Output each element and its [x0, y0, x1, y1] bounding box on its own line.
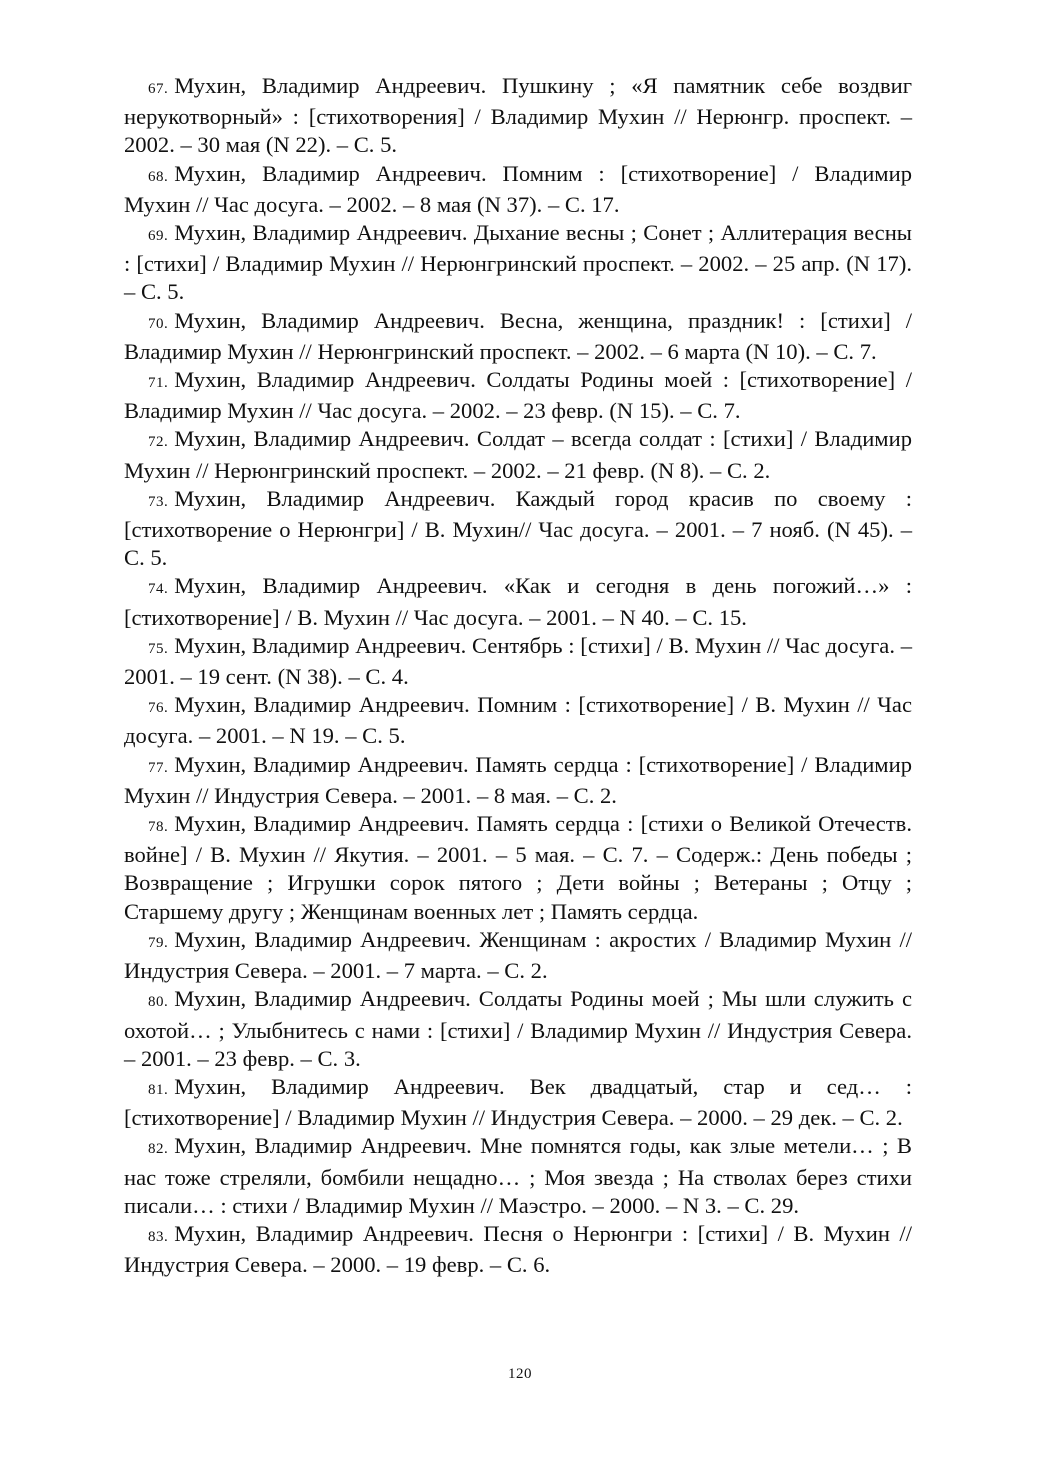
- entry-text: Мухин, Владимир Андреевич. Память сердца : [стихотворение] / Владимир Мухин // Индустрия Севера. – 2001. – 8 мая. – С. 2.: [124, 751, 912, 808]
- entry-number: 76.: [148, 700, 169, 717]
- bibliography-entry-76: [124, 691, 912, 750]
- entry-number: 70.: [148, 315, 169, 332]
- entry-text: Мухин, Владимир Андреевич. Солдаты Родины моей ; Мы шли служить с охотой… ; Улыбнитесь с нами : [стихи] / Владимир Мухин // Индустрия Севера. – 2001. – 23 февр. – С. 3.: [124, 986, 912, 1071]
- entry-number: 67.: [148, 81, 169, 97]
- entry-text: Мухин, Владимир Андреевич. Пушкину ; «Я памятник себе воздвиг нерукотворный» : [стихотворения] / Владимир Мухин // Нерюнгр. проспект. – 2002. – 30 мая (N 22). – С. 5.: [124, 73, 912, 158]
- bibliography-entry-78: [124, 810, 912, 926]
- entry-text: Мухин, Владимир Андреевич. Солдат – всегда солдат : [стихи] / Владимир Мухин // Нерюнгринский проспект. – 2002. – 21 февр. (N 8). – С. 2.: [124, 426, 912, 483]
- entry-number: 69.: [148, 228, 169, 245]
- entry-text: Мухин, Владимир Андреевич. Помним : [стихотворение] / В. Мухин // Час досуга. – 2001. – N 19. – С. 5.: [124, 692, 912, 749]
- entry-number: 71.: [148, 375, 169, 392]
- entry-text: Мухин, Владимир Андреевич. «Как и сегодня в день погожий…» : [стихотворение] / В. Мухин // Час досуга. – 2001. – N 40. – С. 15.: [124, 573, 912, 630]
- bibliography-entry-74: [124, 572, 912, 631]
- entry-text: Мухин, Владимир Андреевич. Сентябрь : [стихи] / В. Мухин // Час досуга. – 2001. – 19 сент. (N 38). – С. 4.: [124, 632, 912, 690]
- bibliography-entry-82: [124, 1132, 912, 1220]
- entry-number: 83.: [148, 1228, 169, 1245]
- bibliography-entry-77: [124, 751, 912, 810]
- entry-text: Мухин, Владимир Андреевич. Весна, женщина, праздник! : [стихи] / Владимир Мухин // Нерюнгринский проспект. – 2002. – 6 марта (N 10). – С. 7.: [124, 307, 912, 364]
- entry-number: 77.: [148, 759, 169, 776]
- page-number: 120: [508, 1366, 532, 1382]
- bibliography-entry-67: [124, 72, 912, 160]
- entry-text: Мухин, Владимир Андреевич. Память сердца : [стихи о Великой Отечеств. войне] / В. Мухин // Якутия. – 2001. – 5 мая. – С. 7. – Содерж.: День победы ; Возвращение ; Игрушки сорок пятого ; Дети войны ; Ветераны ; Отцу ; Старшему другу ; Женщинам военных лет ; Память сердца.: [124, 811, 912, 924]
- bibliography-entry-69: [124, 219, 912, 307]
- bibliography-entry-70: [124, 307, 912, 366]
- entry-number: 73.: [148, 493, 169, 510]
- entry-number: 82.: [148, 1141, 169, 1158]
- bibliography-entry-79: [124, 926, 912, 985]
- entry-text: Мухин, Владимир Андреевич. Песня о Нерюнгри : [стихи] / В. Мухин // Индустрия Севера. – 2000. – 19 февр. – С. 6.: [124, 1220, 912, 1278]
- entry-number: 79.: [148, 934, 169, 951]
- entry-number: 68.: [148, 168, 169, 185]
- entry-number: 74.: [148, 581, 169, 598]
- entry-text: Мухин, Владимир Андреевич. Мне помнятся годы, как злые метели… ; В нас тоже стреляли, бомбили нещадно… ; Моя звезда ; На стволах берез стихи писали… : стихи / Владимир Мухин // Маэстро. – 2000. – N 3. – С. 29.: [124, 1133, 912, 1218]
- bibliography-entry-80: [124, 985, 912, 1073]
- entry-text: Мухин, Владимир Андреевич. Солдаты Родины моей : [стихотворение] / Владимир Мухин // Час досуга. – 2002. – 23 февр. (N 15). – С. 7.: [124, 367, 912, 424]
- entry-number: 72.: [148, 434, 169, 451]
- entry-text: Мухин, Владимир Андреевич. Каждый город красив по своему : [стихотворение о Нерюнгри] / В. Мухин// Час досуга. – 2001. – 7 нояб. (N 45). – С. 5.: [124, 485, 912, 571]
- entry-text: Мухин, Владимир Андреевич. Дыхание весны ; Сонет ; Аллитерация весны : [стихи] / Владимир Мухин // Нерюнгринский проспект. – 2002. – 25 апр. (N 17). – С. 5.: [124, 220, 912, 305]
- entry-number: 81.: [148, 1081, 169, 1098]
- bibliography-entry-71: [124, 366, 912, 425]
- bibliography-entry-68: [124, 160, 912, 219]
- entry-number: 75.: [148, 640, 169, 657]
- bibliography-entry-73: [124, 485, 912, 573]
- entry-number: 80.: [148, 994, 169, 1011]
- entry-text: Мухин, Владимир Андреевич. Женщинам : акростих / Владимир Мухин // Индустрия Севера. – 2001. – 7 марта. – С. 2.: [124, 926, 912, 984]
- bibliography-entry-72: [124, 425, 912, 484]
- bibliography-list: [124, 72, 912, 1279]
- entry-number: 78.: [148, 819, 169, 836]
- bibliography-entry-81: [124, 1073, 912, 1132]
- bibliography-entry-75: [124, 632, 912, 691]
- entry-text: Мухин, Владимир Андреевич. Помним : [стихотворение] / Владимир Мухин // Час досуга. – 2002. – 8 мая (N 37). – С. 17.: [124, 160, 912, 217]
- bibliography-entry-83: [124, 1220, 912, 1279]
- entry-text: Мухин, Владимир Андреевич. Век двадцатый, стар и сед… : [стихотворение] / Владимир Мухин // Индустрия Севера. – 2000. – 29 дек. – С. 2.: [124, 1073, 912, 1131]
